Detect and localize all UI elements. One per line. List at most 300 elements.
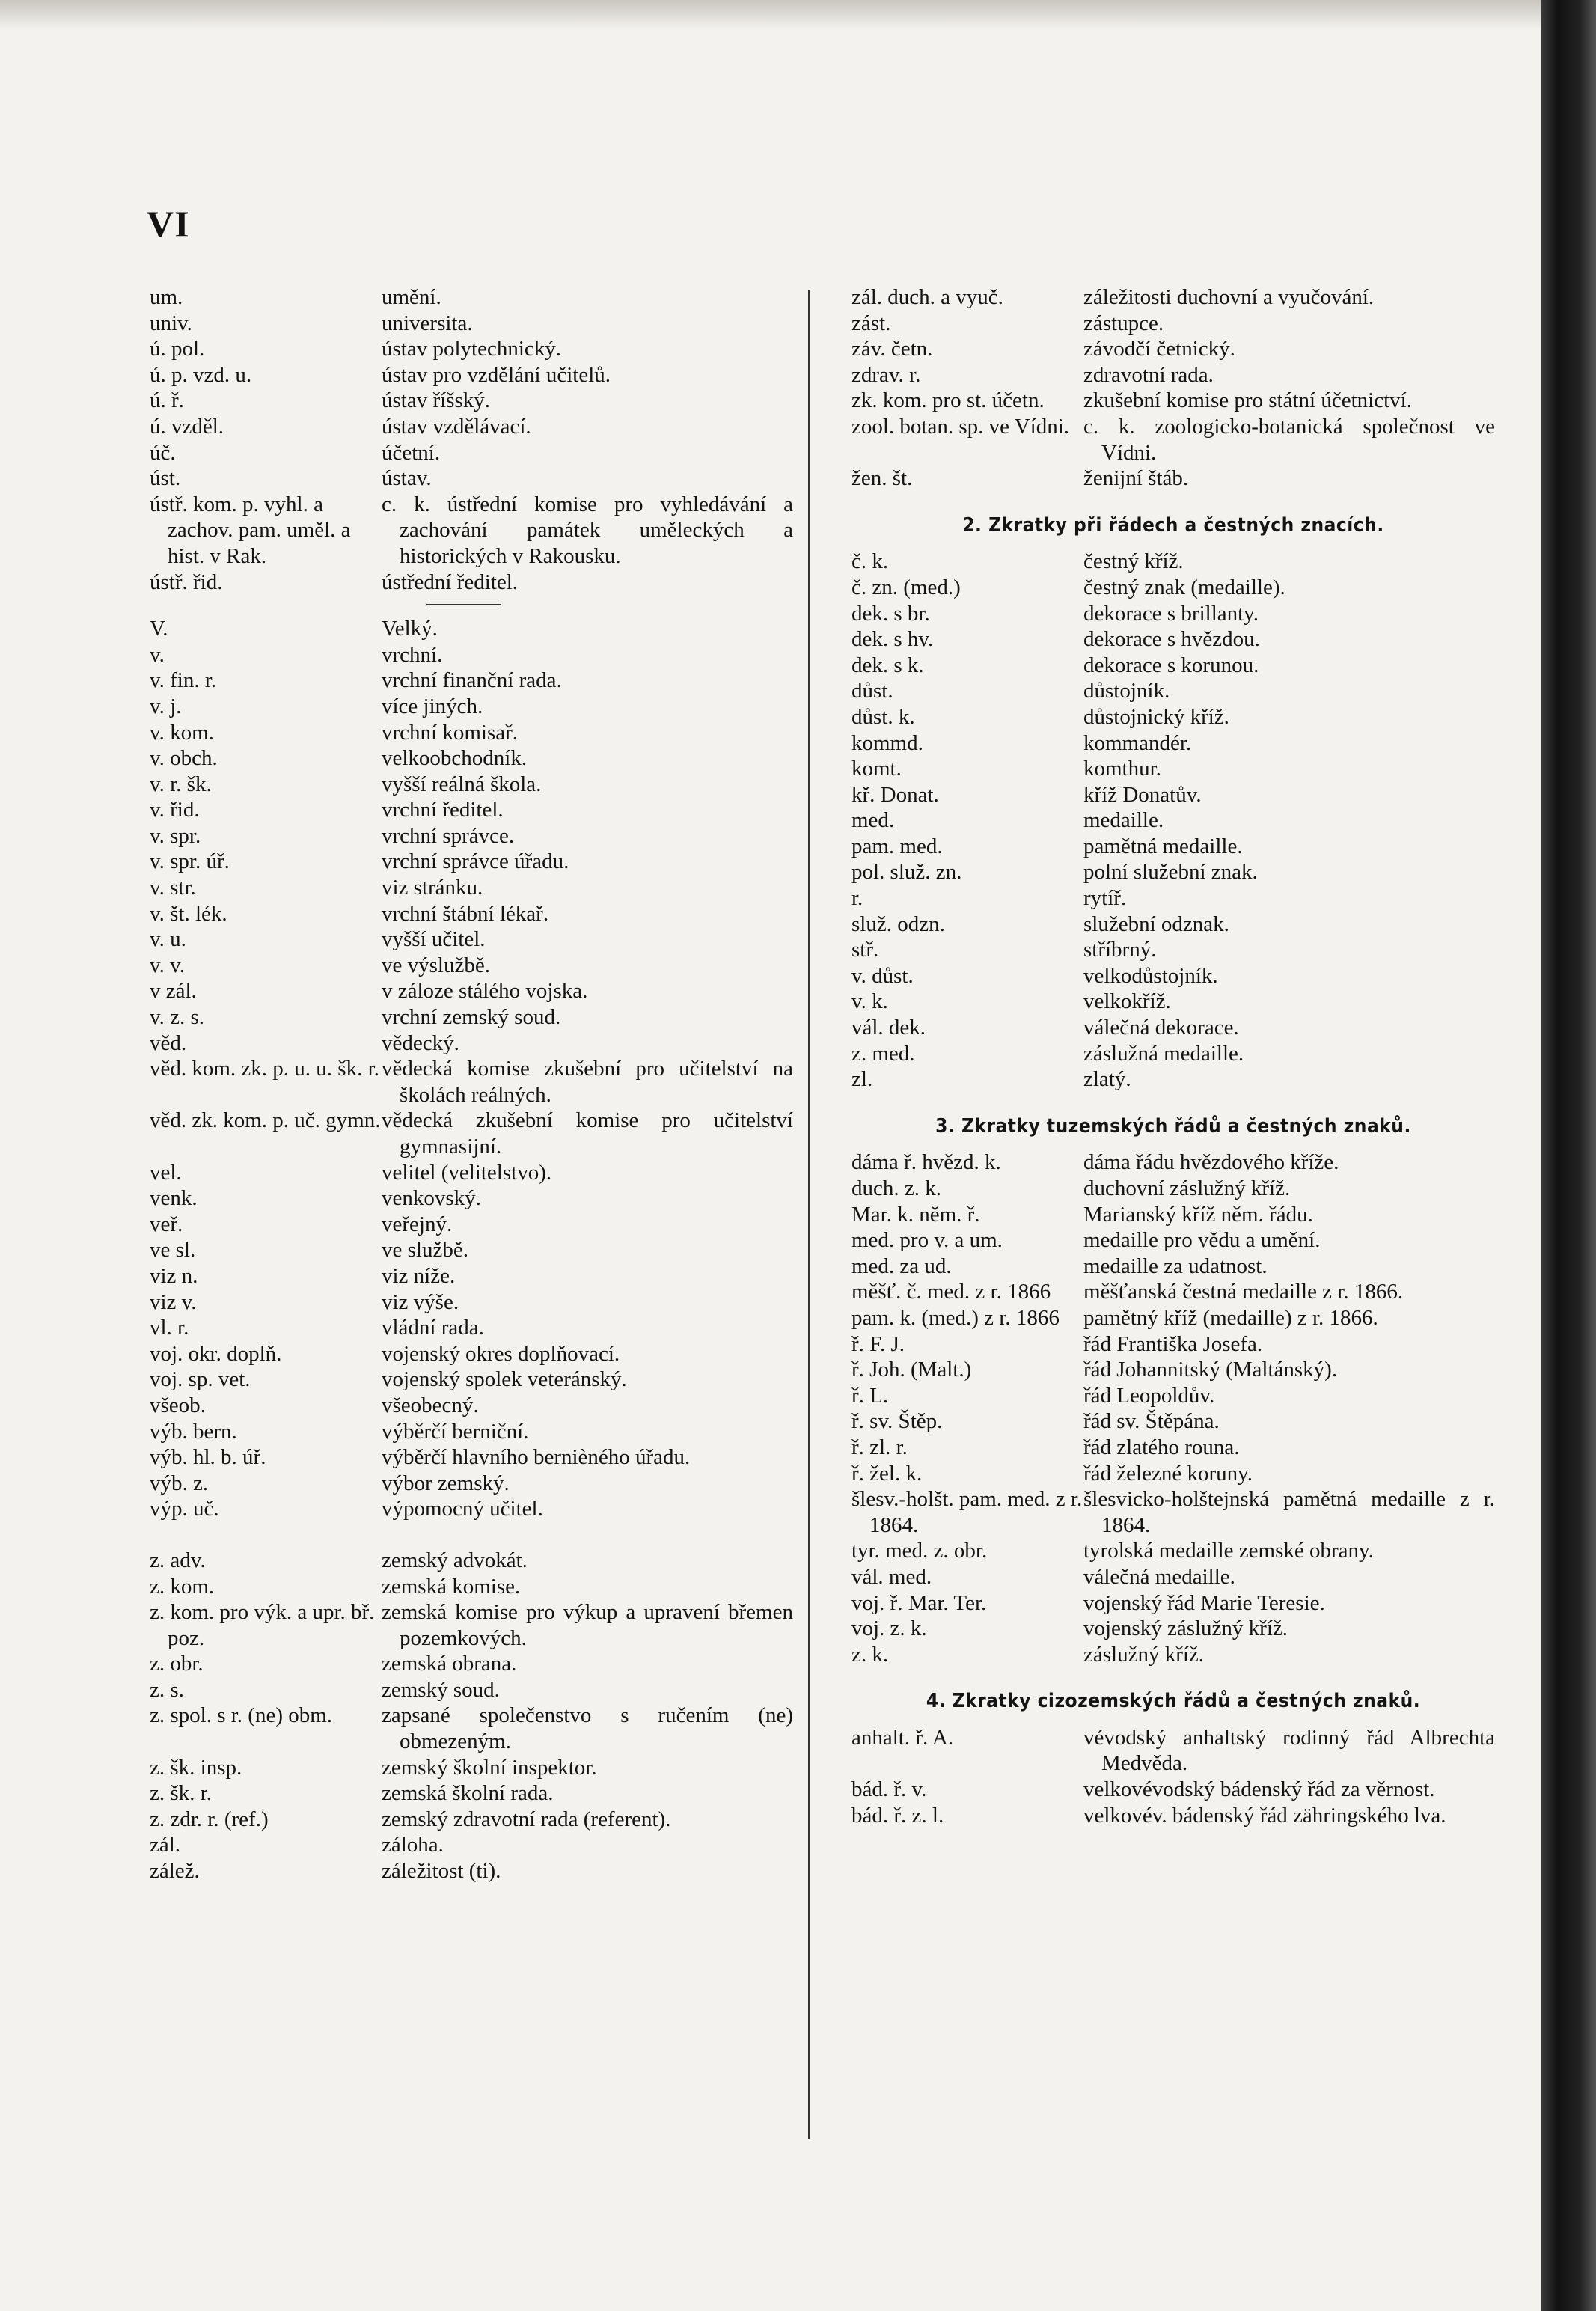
expansion: vědecká zkušební komise pro učitelství gymnasijní. [382,1108,793,1158]
expansion: vědecký. [382,1031,459,1055]
abbreviation-entry [851,678,1495,704]
abbreviation-entry [851,362,1495,388]
abbreviation-entry [851,388,1495,414]
abbreviation: ř. Joh. (Malt.) [851,1358,972,1382]
expansion: vrchní štábní lékař. [382,901,549,926]
expansion: rytíř. [1083,886,1127,911]
expansion: zemská komise. [382,1574,521,1599]
abbreviation-entry [150,901,793,927]
expansion: výbor zemský. [382,1471,510,1495]
abbreviation: dáma ř. hvězd. k. [851,1150,1001,1175]
expansion: komthur. [1083,757,1161,781]
abbreviation: zál. duch. a vyuč. [851,285,1003,309]
expansion: ženijní štáb. [1083,466,1189,491]
abbreviation-entry [851,1176,1495,1202]
expansion: velkokříž. [1083,989,1171,1014]
abbreviation: z. k. [851,1642,889,1667]
expansion: dekorace s brillanty. [1083,601,1259,626]
abbreviation: ú. ř. [150,388,184,413]
abbreviation-entry [851,653,1495,679]
expansion: vrchní komisař. [382,720,519,745]
abbreviation: z. spol. s r. (ne) obm. [150,1703,333,1728]
abbreviation: veř. [150,1212,183,1236]
abbreviation-entry [150,1056,793,1108]
abbreviation: z. zdr. r. (ref.) [150,1807,269,1831]
abbreviation: bád. ř. v. [851,1777,927,1802]
abbreviation-entry [851,1227,1495,1254]
abbreviation: komt. [851,757,902,781]
abbreviation: z. kom. [150,1574,215,1599]
abbreviation: zl. [851,1067,873,1092]
expansion: vyšší učitel. [382,927,486,952]
expansion: řád železné koruny. [1083,1461,1253,1486]
abbreviation-entry [150,1858,793,1884]
abbreviation: důst. [851,679,893,703]
abbreviation-entry [851,1538,1495,1564]
abbreviation-entry [851,601,1495,627]
abbreviation: ř. L. [851,1383,889,1408]
abbreviation-entry [150,1004,793,1031]
abbreviation: duch. z. k. [851,1176,941,1200]
abbreviation-entry [150,772,793,798]
abbreviation-entry [851,1305,1495,1331]
expansion: zástupce. [1083,311,1164,335]
expansion: velitel (velitelstvo). [382,1160,552,1185]
abbreviation-entry [150,694,793,720]
abbreviation: zást. [851,311,891,335]
abbreviation: bád. ř. z. l. [851,1803,944,1828]
expansion: dekorace s korunou. [1083,653,1259,677]
abbreviation-entry [851,1803,1495,1829]
abbreviation-entry [150,1548,793,1574]
abbreviation: vál. dek. [851,1016,926,1040]
expansion: velkovév. bádenský řád zähringského lva. [1083,1803,1446,1828]
column-divider [808,290,810,2139]
abbreviation: pam. k. (med.) z r. 1866 [851,1305,1060,1330]
abbreviation-entry [150,1496,793,1522]
abbreviation: služ. odzn. [851,912,945,936]
abbreviation-entry [851,912,1495,938]
expansion: viz stránku. [382,876,483,900]
abbreviation: kommd. [851,730,923,755]
abbreviation-entry [851,1590,1495,1617]
expansion: umění. [382,285,441,309]
abbreviation-entry [851,1642,1495,1668]
expansion: c. k. ústřední komise pro vyhledávání a zachování památek uměleckých a historických v Rakousku. [382,492,793,568]
abbreviation: v. [150,642,165,667]
abbreviation: voj. ř. Mar. Ter. [851,1590,987,1615]
left-column [150,284,793,1884]
abbreviation-entry [851,1331,1495,1358]
abbreviation: z. šk. insp. [150,1755,242,1780]
abbreviation-entry [851,1254,1495,1280]
abbreviation: výb. hl. b. úř. [150,1445,266,1470]
expansion: ve výslužbě. [382,953,490,977]
abbreviation: v. št. lék. [150,901,227,926]
abbreviation-entry [851,730,1495,757]
abbreviation: z. obr. [150,1652,204,1676]
abbreviation: zálež. [150,1859,200,1884]
abbreviation: z. med. [851,1041,915,1066]
abbreviation: v. j. [150,694,182,718]
abbreviation: věd. [150,1031,187,1055]
abbreviation: v. řid. [150,798,200,822]
expansion: zkušební komise pro státní účetnictví. [1083,388,1412,413]
abbreviation-entry [851,1408,1495,1435]
abbreviation: zdrav. r. [851,362,921,387]
abbreviation-entry [150,1599,793,1651]
expansion: vévodský anhaltský rodinný řád Albrechta Medvěda. [1083,1725,1495,1776]
expansion: zemský zdravotní rada (referent). [382,1807,671,1831]
abbreviation: med. pro v. a um. [851,1228,1003,1253]
expansion: řád Leopoldův. [1083,1383,1215,1408]
expansion: pamětná medaille. [1083,834,1243,858]
abbreviation-entry [150,1444,793,1471]
expansion: více jiných. [382,694,483,718]
abbreviation-entry [851,989,1495,1015]
abbreviation: stř. [851,938,879,962]
abbreviation: ústř. řid. [150,570,223,594]
abbreviation-entry [150,1031,793,1057]
expansion: c. k. zoologicko-botanická společnost ve Vídni. [1083,414,1495,465]
expansion: medaille. [1083,808,1164,833]
abbreviation-entry [851,1564,1495,1590]
abbreviation: kř. Donat. [851,782,939,807]
abbreviation-entry [851,808,1495,834]
expansion: důstojník. [1083,679,1170,703]
expansion: venkovský. [382,1186,481,1211]
abbreviation-entry [851,782,1495,808]
abbreviation-entry [851,284,1495,311]
abbreviation-entry [150,1341,793,1367]
abbreviation: č. zn. (med.) [851,575,961,599]
abbreviation-entry [851,1357,1495,1383]
expansion: Marianský kříž něm. řádu. [1083,1202,1313,1227]
abbreviation-entry [150,1289,793,1316]
expansion: záležitosti duchovní a vyučování. [1083,285,1375,309]
abbreviation: výb. bern. [150,1419,237,1444]
abbreviation-entry [150,414,793,440]
abbreviation-entry [150,1237,793,1263]
abbreviation-entry [851,937,1495,963]
abbreviation: v. kom. [150,720,214,745]
abbreviation-entry [150,284,793,311]
abbreviation: vál. med. [851,1564,932,1589]
abbreviation-entry [851,1150,1495,1176]
abbreviation: věd. zk. kom. p. uč. gymn. [150,1108,381,1133]
abbreviation: záv. četn. [851,337,933,361]
abbreviation: z. šk. r. [150,1781,212,1806]
abbreviation-entry [851,885,1495,912]
abbreviation: z. s. [150,1677,184,1702]
expansion: zdravotní rada. [1083,362,1214,387]
expansion: viz výše. [382,1289,459,1314]
abbreviation: v. z. s. [150,1005,205,1030]
abbreviation: viz n. [150,1263,198,1288]
expansion: kříž Donatův. [1083,782,1202,807]
expansion: služební odznak. [1083,912,1229,936]
expansion: záslužný kříž. [1083,1642,1205,1667]
abbreviation: ústř. kom. p. vyhl. a zachov. pam. uměl. a hist. v Rak. [150,492,351,568]
abbreviation: dek. s br. [851,601,930,626]
abbreviation-entry [851,1435,1495,1461]
expansion: záslužná medaille. [1083,1041,1244,1066]
page-number: VI [147,203,190,245]
abbreviation-entry [150,1807,793,1833]
abbreviation-entry [150,440,793,466]
expansion: výběrčí hlavního bernièného úřadu. [382,1445,691,1470]
abbreviation-entry [851,704,1495,730]
abbreviation: v. spr. úř. [150,849,230,874]
expansion: vojenský záslužný kříž. [1083,1617,1288,1641]
expansion: závodčí četnický. [1083,337,1235,361]
right-column [851,284,1495,1828]
scan-top-shadow [0,0,1596,30]
expansion: ústav polytechnický. [382,337,562,361]
abbreviation-entry [150,1574,793,1600]
abbreviation-entry [150,1651,793,1677]
abbreviation: úč. [150,440,176,465]
abbreviation-entry [150,1263,793,1289]
abbreviation: důst. k. [851,704,915,729]
expansion: ústav pro vzdělání učitelů. [382,362,611,387]
abbreviation-entry [150,465,793,492]
abbreviation: dek. s k. [851,653,924,677]
abbreviation: voj. sp. vet. [150,1367,251,1392]
abbreviation: V. [150,617,168,641]
expansion: záloha. [382,1833,444,1857]
abbreviation: zk. kom. pro st. účetn. [851,388,1045,413]
abbreviation: anhalt. ř. A. [851,1725,954,1750]
abbreviation-entry [150,745,793,772]
abbreviation: vel. [150,1160,182,1185]
abbreviation: um. [150,285,183,309]
expansion: zemský advokát. [382,1548,528,1572]
expansion: zemská obrana. [382,1652,517,1676]
expansion: řád sv. Štěpána. [1083,1409,1220,1434]
abbreviation: úst. [150,466,181,491]
expansion: ústav vzdělávací. [382,414,531,439]
abbreviation-entry [150,1367,793,1393]
abbreviation: ve sl. [150,1238,196,1263]
abbreviation-entry [851,311,1495,337]
expansion: všeobecný. [382,1393,479,1417]
abbreviation: ú. vzděl. [150,414,224,439]
abbreviation: univ. [150,311,192,335]
expansion: vrchní. [382,642,443,667]
abbreviation-entry [851,834,1495,860]
expansion: v záloze stálého vojska. [382,979,588,1004]
expansion: medaille za udatnost. [1083,1254,1268,1278]
abbreviation: tyr. med. z. obr. [851,1539,988,1563]
abbreviation-entry [851,1202,1495,1228]
expansion: šlesvicko-holštejnská pamětná medaille z r. 1864. [1083,1487,1495,1537]
expansion: řád Johannitský (Maltánský). [1083,1358,1338,1382]
abbreviation: v zál. [150,979,197,1004]
expansion: stříbrný. [1083,938,1157,962]
abbreviation-entry [150,797,793,823]
expansion: vrchní správce úřadu. [382,849,569,874]
abbreviation: ú. pol. [150,337,205,361]
expansion: ve službě. [382,1238,468,1263]
expansion: dekorace s hvězdou. [1083,627,1260,652]
abbreviation: žen. št. [851,466,913,491]
abbreviation-entry [150,720,793,746]
abbreviation: v. u. [150,927,186,952]
abbreviation-entry [150,823,793,849]
abbreviation-entry [150,1677,793,1703]
expansion: duchovní záslužný kříž. [1083,1176,1291,1200]
abbreviation-entry [851,1725,1495,1777]
abbreviation-entry [150,1471,793,1497]
expansion: čestný kříž. [1083,549,1184,574]
section4-heading: 4. Zkratky cizozemských řádů a čestných znaků. [926,1690,1421,1713]
abbreviation-entry [851,414,1495,465]
abbreviation-entry [851,1486,1495,1538]
expansion: vrchní ředitel. [382,798,504,822]
abbreviation: med. za ud. [851,1254,952,1278]
abbreviation-entry [150,1755,793,1781]
expansion: velkodůstojník. [1083,963,1218,988]
expansion: vrchní správce. [382,823,515,848]
abbreviation: voj. okr. doplň. [150,1341,282,1366]
abbreviation-entry [851,1066,1495,1093]
abbreviation-entry [150,570,793,596]
abbreviation-entry [851,1383,1495,1409]
expansion: vojenský okres doplňovací. [382,1341,620,1366]
abbreviation: z. adv. [150,1548,206,1572]
abbreviation: ř. F. J. [851,1331,905,1356]
abbreviation: r. [851,886,863,911]
abbreviation-entry [851,626,1495,653]
abbreviation-entry [150,311,793,337]
abbreviation-entry [851,1015,1495,1041]
abbreviation-entry [150,388,793,414]
abbreviation: zál. [150,1833,181,1857]
expansion: čestný znak (medaille). [1083,575,1285,599]
expansion: velkoobchodník. [382,746,528,771]
section3-heading: 3. Zkratky tuzemských řádů a čestných znaků. [935,1114,1411,1138]
abbreviation-entry [150,668,793,694]
expansion: zemský školní inspektor. [382,1755,597,1780]
abbreviation: Mar. k. něm. ř. [851,1202,980,1227]
section2-heading: 2. Zkratky při řádech a čestných znacích. [962,513,1384,537]
abbreviation: v. obch. [150,746,218,771]
abbreviation-entry [150,1393,793,1419]
expansion: vrchní zemský soud. [382,1005,561,1030]
abbreviation-entry [150,1703,793,1754]
expansion: veřejný. [382,1212,453,1236]
abbreviation: v. v. [150,953,185,977]
expansion: řád zlatého rouna. [1083,1435,1240,1459]
abbreviation: v. důst. [851,963,914,988]
abbreviation-entry [150,849,793,875]
abbreviation-entry [150,1780,793,1807]
abbreviation: v. fin. r. [150,668,217,693]
expansion: ústav říšský. [382,388,490,413]
abbreviation-entry [150,978,793,1004]
abbreviation: viz v. [150,1289,197,1314]
abbreviation: ř. žel. k. [851,1461,923,1486]
expansion: pamětný kříž (medaille) z r. 1866. [1083,1305,1378,1330]
abbreviation: v. r. šk. [150,772,212,796]
expansion: vyšší reálná škola. [382,772,542,796]
abbreviation-entry [851,756,1495,782]
abbreviation: výb. z. [150,1471,209,1495]
expansion: ústav. [382,466,432,491]
expansion: výpomocný učitel. [382,1497,543,1521]
abbreviation-entry [150,1160,793,1186]
expansion: velkovévodský bádenský řád za věrnost. [1083,1777,1435,1802]
abbreviation-entry [851,575,1495,601]
scan-right-edge [1541,0,1596,2311]
abbreviation-entry [150,875,793,901]
expansion: universita. [382,311,473,335]
abbreviation: pol. služ. zn. [851,860,962,885]
abbreviation: v. spr. [150,823,201,848]
abbreviation-entry [150,1315,793,1341]
expansion: kommandér. [1083,730,1192,755]
expansion: vědecká komise zkušební pro učitelství na školách reálných. [382,1057,793,1107]
abbreviation-entry [150,926,793,953]
expansion: zemská komise pro výkup a upravení břemen pozemkových. [382,1600,793,1650]
expansion: účetní. [382,440,441,465]
abbreviation-entry [851,465,1495,492]
abbreviation: č. k. [851,549,889,574]
abbreviation-entry [851,1279,1495,1305]
abbreviation-entry [150,1212,793,1238]
abbreviation-entry [851,1777,1495,1803]
abbreviation-entry [150,642,793,668]
abbreviation-entry [150,616,793,642]
expansion: vojenský spolek veteránský. [382,1367,627,1392]
spacer [150,1522,793,1548]
section-rule [426,604,501,605]
expansion: zlatý. [1083,1067,1131,1092]
expansion: medaille pro vědu a umění. [1083,1228,1321,1253]
abbreviation: pam. med. [851,834,943,858]
abbreviation: zool. botan. sp. ve Vídni. [851,414,1070,439]
abbreviation-entry [851,963,1495,989]
abbreviation: v. str. [150,876,196,900]
expansion: válečná dekorace. [1083,1016,1239,1040]
abbreviation: venk. [150,1186,198,1211]
abbreviation-entry [150,1419,793,1445]
expansion: řád Františka Josefa. [1083,1331,1263,1356]
abbreviation: dek. s hv. [851,627,934,652]
abbreviation: výp. uč. [150,1497,219,1521]
abbreviation-entry [851,1616,1495,1642]
expansion: polní služební znak. [1083,860,1258,885]
expansion: výběrčí berniční. [382,1419,529,1444]
abbreviation-entry [851,549,1495,575]
abbreviation: ř. sv. Štěp. [851,1409,943,1434]
expansion: Velký. [382,617,438,641]
expansion: zapsané společenstvo s ručením (ne) obmezeným. [382,1703,793,1754]
abbreviation: šlesv.-holšt. pam. med. z r. 1864. [851,1487,1083,1537]
abbreviation: všeob. [150,1393,206,1417]
expansion: záležitost (ti). [382,1859,501,1884]
abbreviation-entry [150,336,793,362]
abbreviation: věd. kom. zk. p. u. u. šk. r. [150,1057,379,1081]
abbreviation-entry [150,1108,793,1159]
expansion: vrchní finanční rada. [382,668,562,693]
expansion: tyrolská medaille zemské obrany. [1083,1539,1374,1563]
abbreviation-entry [150,362,793,388]
expansion: vládní rada. [382,1316,484,1340]
abbreviation-entry [150,1832,793,1858]
expansion: válečná medaille. [1083,1564,1235,1589]
